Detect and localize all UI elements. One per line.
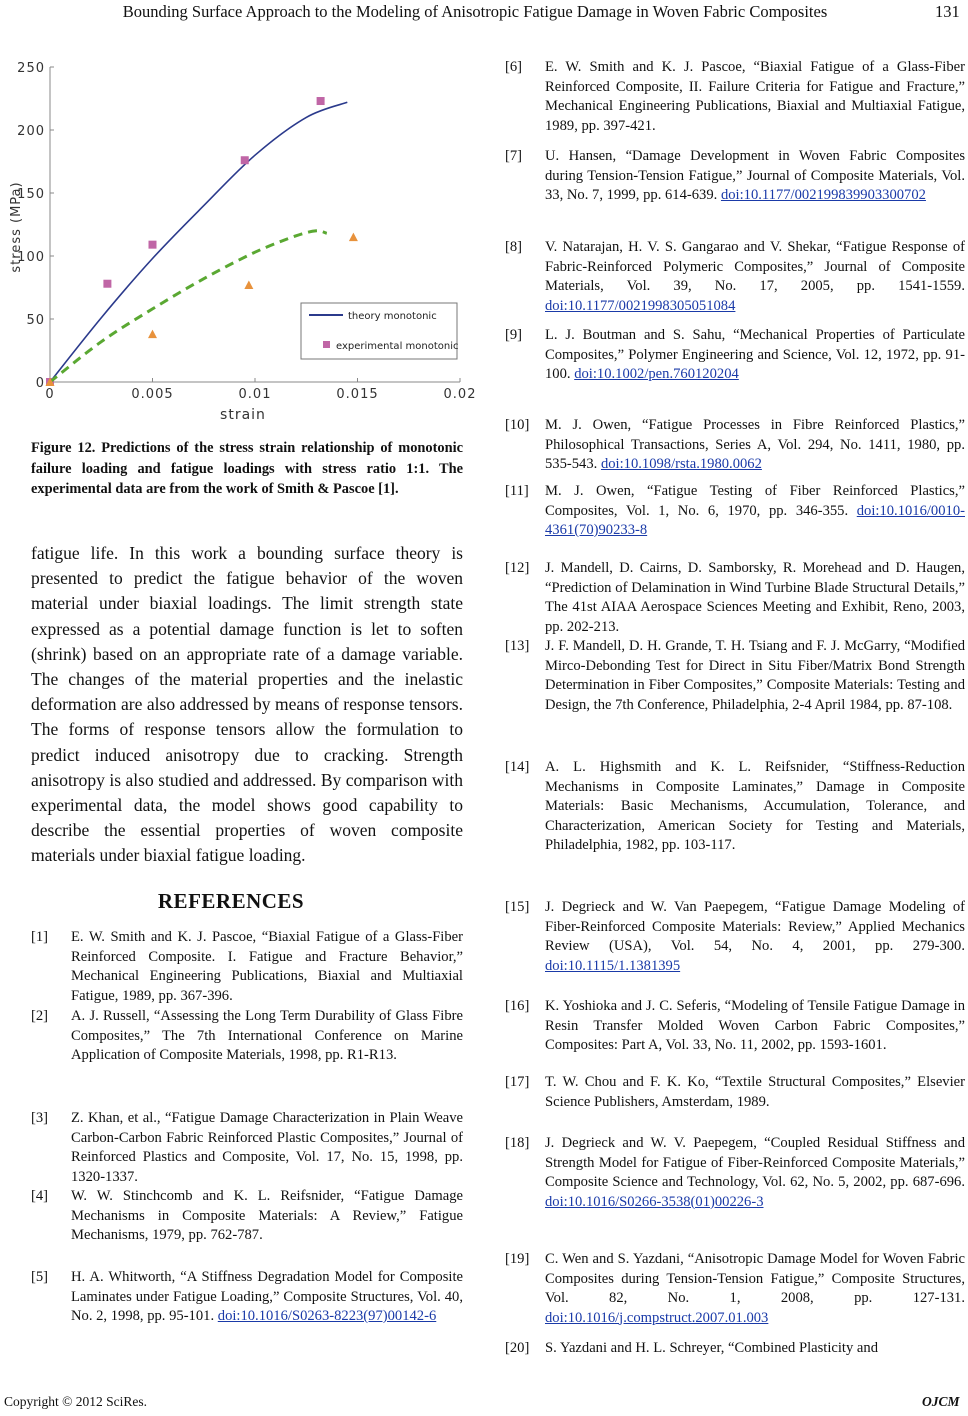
reference-number: [13] [505,638,530,654]
reference-item [505,559,965,637]
reference-number: [7] [505,148,523,164]
legend [301,303,459,359]
x-tick-label: 0 [45,387,55,402]
reference-number: [18] [505,1135,530,1151]
dashed-series-line [50,231,327,382]
reference-number: [6] [505,59,523,75]
figure-caption: Figure 12. Predictions of the stress strain relationship of monotonic failure loading and fatigue loadings with stress ratio 1:1. The experimental data are from the work of Smith & Pascoe [1]. [31,440,463,497]
reference-number: [2] [31,1008,49,1024]
reference-text: T. W. Chou and F. K. Ko, “Textile Structural Composites,” Elsevier Science Publishers, Amsterdam, 1989. [545,1074,965,1110]
reference-item [505,326,965,385]
reference-text: J. Degrieck and W. V. Paepegem, “Coupled Residual Stiffness and Strength Model for Fatigue of Fiber-Reinforced Composite Materials,” Composite Science and Technology, Vol. 62, No. 5, 2002, pp. 687-696. doi:10.1016/S0266-3538(01)00226-3 [545,1135,965,1210]
y-tick-label: 250 [17,61,45,76]
reference-text: S. Yazdani and H. L. Schreyer, “Combined Plasticity and [545,1340,878,1356]
reference-item [31,928,463,1006]
reference-item [505,1073,965,1112]
square-data-point [317,97,325,105]
square-data-point [149,241,157,249]
footer-copyright: Copyright © 2012 SciRes. [4,1394,148,1409]
doi-link[interactable]: doi:10.1115/1.1381395 [545,957,681,974]
running-title: Bounding Surface Approach to the Modeling of Anisotropic Fatigue Damage in Woven Fabric Composites [122,2,828,21]
reference-text: C. Wen and S. Yazdani, “Anisotropic Damage Model for Woven Fabric Composites during Tension-Tension Fatigue,” Composite Structures, Vol. 82, No. 1, 2008, pp. 127-131. doi:10.1016/j.compstruct.2007.01.003 [545,1251,965,1326]
doi-link[interactable]: doi:10.1016/S0266-3538(01)00226-3 [545,1193,764,1210]
reference-number: [5] [31,1269,49,1285]
square-data-point [241,156,249,164]
paragraph-text: fatigue life. In this work a bounding surface theory is presented to predict the fatigue behavior of the woven material under biaxial loadings. The limit strength state expressed as a potential damage function is let to soften (shrink) based on an appropriate rate of a damage variable. The changes of the material properties and the inelastic deformation are also addressed by means of response tensors. The forms of response tensors allow the formulation to predict induced anisotropy due to cracking. Strength anisotropy is also studied and addressed. By comparison with experimental data, the model shows good capability to describe the essential properties of woven composite materials under biaxial fatigue loading. [31,543,463,866]
reference-text: K. Yoshioka and J. C. Seferis, “Modeling of Tensile Fatigue Damage in Resin Transfer Molded Woven Carbon Fabric Composites,” Composites: Part A, Vol. 33, No. 11, 2002, pp. 1593-1601. [545,998,965,1053]
legend-label: experimental monotonic [336,341,459,352]
reference-item [505,482,965,541]
reference-text: J. F. Mandell, D. H. Grande, T. H. Tsiang and F. J. McGarry, “Modified Mirco-Debonding Test for Direct in Situ Fiber/Matrix Bond Strength Determination in Fiber Composites,” Composite Materials: Testing and Design, the 7th Conference, Philadelphia, 2-4 April 1984, pp. 87-108. [545,638,965,713]
y-tick-label: 0 [35,376,45,391]
legend-label: theory monotonic [348,311,437,322]
reference-number: [19] [505,1251,530,1267]
footer-journal: OJCM [922,1394,960,1409]
reference-number: [14] [505,759,530,775]
y-tick-label: 50 [26,313,45,328]
doi-link[interactable]: doi:10.1177/002199839903300702 [720,187,926,203]
triangle-data-point [349,233,358,242]
reference-item [505,997,965,1056]
reference-text: L. J. Boutman and S. Sahu, “Mechanical Properties of Particulate Composites,” Polymer Engineering and Science, Vol. 12, 1972, pp. 91-100. doi:10.1002/pen.760120204 [545,327,965,382]
reference-text: M. J. Owen, “Fatigue Testing of Fiber Reinforced Plastics,” Composites, Vol. 1, No. 6, 1970, pp. 346-355. doi:10.1016/0010-4361(70)90233-8 [545,483,965,538]
doi-link[interactable]: doi:10.1016/0010-4361(70)90233-8 [545,502,965,538]
reference-item [505,416,965,475]
triangle-data-point [244,280,253,289]
reference-item [505,637,965,715]
x-tick-label: 0.005 [131,387,174,402]
doi-link[interactable]: doi:10.1016/j.compstruct.2007.01.003 [545,1309,769,1326]
reference-item [31,1187,463,1246]
legend-square-symbol [323,341,330,348]
reference-number: [11] [505,483,529,499]
y-tick-label: 150 [17,187,45,202]
doi-link[interactable]: doi:10.1002/pen.760120204 [574,366,739,382]
reference-number: [9] [505,327,523,343]
reference-item [505,758,965,856]
reference-number: [8] [505,239,523,255]
x-tick-label: 0.01 [238,387,272,402]
reference-number: [15] [505,899,530,915]
page-number: 131 [935,2,960,21]
reference-number: [10] [505,417,530,433]
reference-number: [3] [31,1110,49,1126]
reference-number: [16] [505,998,530,1014]
doi-link[interactable]: doi:10.1098/rsta.1980.0062 [600,456,762,472]
x-axis-label: strain [220,407,266,423]
reference-item [31,1268,463,1327]
references-heading: REFERENCES [157,889,305,913]
reference-text: H. A. Whitworth, “A Stiffness Degradation Model for Composite Laminates under Fatigue Loading,” Composite Structures, Vol. 40, No. 2, 1998, pp. 95-101. doi:10.1016/S0263-8223(97)00142-6 [71,1269,463,1324]
reference-item [31,1007,463,1066]
body-paragraph [31,541,463,869]
reference-text: W. W. Stinchcomb and K. L. Reifsnider, “Fatigue Damage Mechanisms in Composite Materials: A Review,” Fatigue Mechanisms, 1979, pp. 762-787. [71,1188,463,1243]
reference-number: [1] [31,929,49,945]
reference-text: E. W. Smith and K. J. Pascoe, “Biaxial Fatigue of a Glass-Fiber Reinforced Composite. I. Fatigue and Fracture Behavior,” Mechanical Engineering Publications, Biaxial and Multiaxial Fatigue, 1989, pp. 367-396. [71,929,463,1004]
x-tick-label: 0.02 [443,387,477,402]
y-tick-label: 100 [17,250,45,265]
triangle-data-point [148,330,157,339]
doi-link[interactable]: doi:10.1016/S0263-8223(97)00142-6 [217,1308,437,1324]
reference-text: E. W. Smith and K. J. Pascoe, “Biaxial Fatigue of a Glass-Fiber Reinforced Composite, II. Failure Criteria for Fatigue and Fracture,” Mechanical Engineering Publications, Biaxial and Multiaxial Fatigue, 1989, pp. 397-421. [545,59,965,134]
reference-number: [12] [505,560,530,576]
reference-item [505,238,965,316]
y-tick-label: 200 [17,124,45,139]
reference-item [505,1250,965,1328]
reference-text: Z. Khan, et al., “Fatigue Damage Characterization in Plain Weave Carbon-Carbon Fabric Reinforced Plastic Composites,” Journal of Reinforced Plastics and Composite, Vol. 17, No. 15, 1998, pp. 1320-1337. [71,1110,463,1185]
reference-number: [20] [505,1340,530,1356]
reference-number: [4] [31,1188,49,1204]
reference-text: J. Mandell, D. Cairns, D. Samborsky, R. Morehead and D. Haugen, “Prediction of Delamination in Wind Turbine Blade Structural Details,” The 41st AIAA Aerospace Sciences Meeting and Exhibit, Reno, 2003, pp. 202-213. [545,560,965,635]
reference-item [505,58,965,136]
reference-text: U. Hansen, “Damage Development in Woven Fabric Composites during Tension-Tension Fatigue,” Journal of Composite Materials, Vol. 33, No. 7, 1999, pp. 614-639. doi:10.1177/002199839903300702 [545,148,965,203]
reference-item [505,147,965,206]
reference-text: A. J. Russell, “Assessing the Long Term Durability of Glass Fibre Composites,” The 7th International Conference on Marine Application of Composite Materials, 1998, pp. R1-R13. [71,1008,463,1063]
doi-link[interactable]: doi:10.1177/0021998305051084 [545,297,736,314]
x-tick-label: 0.015 [336,387,379,402]
reference-text: J. Degrieck and W. Van Paepegem, “Fatigue Damage Modeling of Fiber-Reinforced Composite Materials: Review,” Applied Mechanics Review (USA), Vol. 54, No. 4, 2001, pp. 279-300. doi:10.1115/1.1381395 [545,899,965,974]
reference-text: A. L. Highsmith and K. L. Reifsnider, “Stiffness-Reduction Mechanisms in Composite Laminates,” Damage in Composite Materials: Basic Mechanisms, Accumulation, Tolerance, and Characterization, American Society for Testing and Materials, Philadelphia, 1982, pp. 103-117. [545,759,965,853]
reference-item [505,898,965,976]
reference-number: [17] [505,1074,530,1090]
reference-item [505,1134,965,1212]
reference-text: V. Natarajan, H. V. S. Gangarao and V. Shekar, “Fatigue Response of Fabric-Reinforced Polymeric Composites,” Journal of Composite Materials, Vol. 39, No. 17, 2005, pp. 1541-1559. doi:10.1177/0021998305051084 [545,239,965,314]
reference-text: M. J. Owen, “Fatigue Processes in Fibre Reinforced Plastics,” Philosophical Transactions, Series A, Vol. 294, No. 1411, 1980, pp. 535-543. doi:10.1098/rsta.1980.0062 [545,417,965,472]
y-axis-label: stress (MPa) [9,181,24,273]
reference-item [505,1339,965,1359]
reference-item [31,1109,463,1187]
stress-strain-chart [0,55,477,430]
square-data-point [103,280,111,288]
